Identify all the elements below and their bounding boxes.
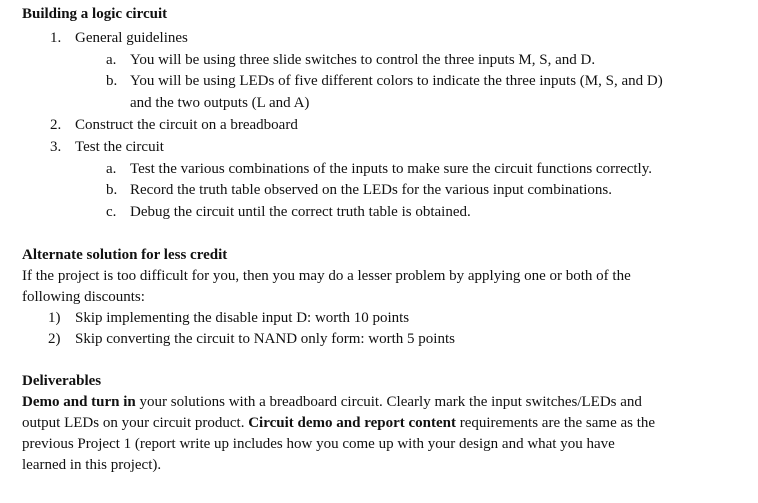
- paragraph-text: your solutions with a breadboard circuit. Clearly mark the input switches/LEDs and: [135, 394, 642, 410]
- paragraph-line: If the project is too difficult for you, then you may do a lesser problem by applying one or both of the: [22, 268, 631, 284]
- list-marker: 2.: [50, 117, 62, 133]
- sublist-item: Debug the circuit until the correct truth table is obtained.: [130, 204, 471, 220]
- sublist-item: Record the truth table observed on the LEDs for the various input combinations.: [130, 182, 612, 198]
- emphasis-text: Circuit demo and report content: [248, 415, 456, 431]
- section-heading-deliverables: Deliverables: [22, 373, 102, 389]
- emphasis-text: Demo and turn in: [22, 394, 136, 410]
- paragraph-line: following discounts:: [22, 289, 145, 305]
- list-item: Construct the circuit on a breadboard: [75, 117, 298, 133]
- sublist-marker: b.: [106, 73, 118, 89]
- sublist-marker: c.: [106, 204, 117, 220]
- paragraph-line: learned in this project).: [22, 457, 162, 473]
- list-marker: 3.: [50, 139, 62, 155]
- sublist-item: You will be using three slide switches to control the three inputs M, S, and D.: [130, 52, 596, 68]
- section-heading-alternate: Alternate solution for less credit: [22, 247, 228, 263]
- section-heading-building: Building a logic circuit: [22, 6, 168, 22]
- paragraph-text: output LEDs on your circuit product.: [22, 415, 249, 431]
- list-item: Test the circuit: [75, 139, 164, 155]
- sublist-item: You will be using LEDs of five different colors to indicate the three inputs (M, S, and D): [130, 73, 663, 89]
- sublist-item: Test the various combinations of the inputs to make sure the circuit functions correctly.: [130, 161, 653, 177]
- sublist-marker: a.: [106, 161, 117, 177]
- sublist-item-continuation: and the two outputs (L and A): [130, 95, 310, 111]
- list-item: General guidelines: [75, 30, 188, 46]
- list-item: Skip converting the circuit to NAND only form: worth 5 points: [75, 331, 455, 347]
- sublist-marker: a.: [106, 52, 117, 68]
- paragraph-line: [22, 413, 655, 433]
- list-marker: 1.: [50, 30, 62, 46]
- list-marker: 2): [48, 331, 61, 347]
- list-item: Skip implementing the disable input D: worth 10 points: [75, 310, 410, 326]
- paragraph-line: [22, 392, 642, 412]
- paragraph-line: previous Project 1 (report write up includes how you come up with your design and what you have: [22, 436, 615, 452]
- sublist-marker: b.: [106, 182, 118, 198]
- list-marker: 1): [48, 310, 61, 326]
- paragraph-text: requirements are the same as the: [455, 415, 656, 431]
